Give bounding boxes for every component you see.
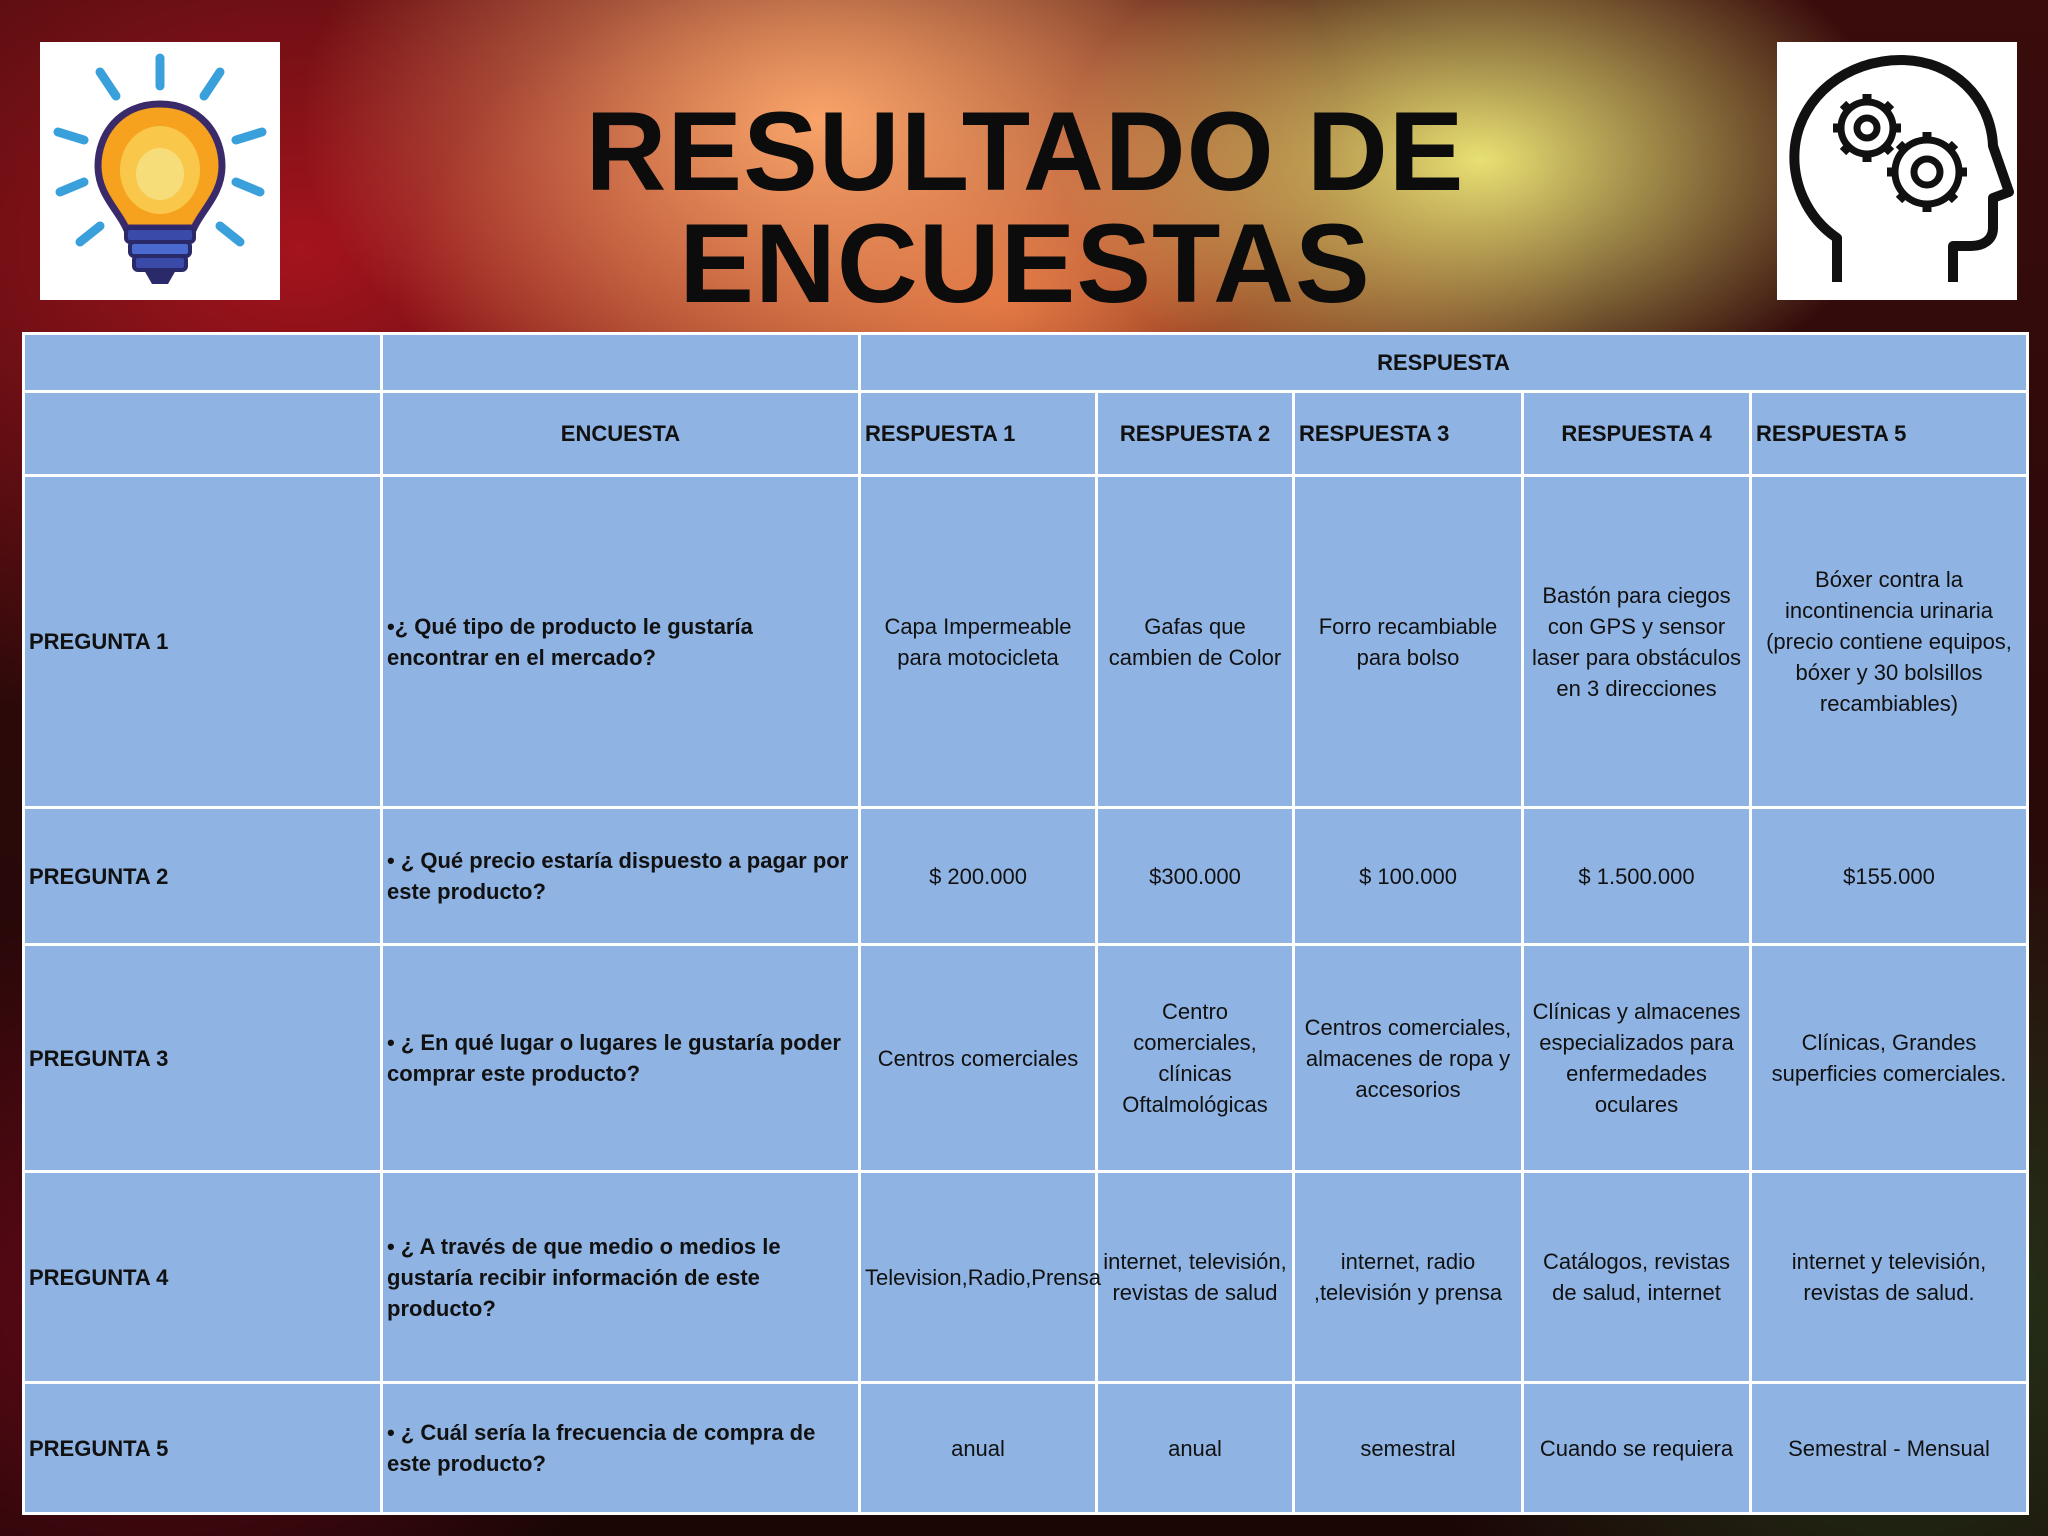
answer-cell: Bastón para ciegos con GPS y sensor laser para obstáculos en 3 direcciones (1523, 476, 1751, 808)
answer-cell: Catálogos, revistas de salud, internet (1523, 1172, 1751, 1383)
question-text: •¿ Qué tipo de producto le gustaría encontrar en el mercado? (382, 476, 860, 808)
answer-cell: Bóxer contra la incontinencia urinaria (precio contiene equipos, bóxer y 30 bolsillos recambiables) (1751, 476, 2028, 808)
question-label: PREGUNTA 5 (24, 1383, 382, 1514)
answer-cell: semestral (1294, 1383, 1523, 1514)
answer-cell: internet, televisión, revistas de salud (1097, 1172, 1294, 1383)
empty-header-cell (24, 392, 382, 476)
answer-header-1: RESPUESTA 1 (860, 392, 1097, 476)
respuesta-group-header: RESPUESTA (860, 334, 2028, 392)
lightbulb-icon (40, 42, 280, 300)
answer-cell: Centros comerciales (860, 945, 1097, 1172)
answer-cell: Cuando se requiera (1523, 1383, 1751, 1514)
answer-cell: Centro comerciales, clínicas Oftalmológicas (1097, 945, 1294, 1172)
head-gears-logo (1777, 42, 2017, 300)
answer-cell: Capa Impermeable para motocicleta (860, 476, 1097, 808)
question-label: PREGUNTA 1 (24, 476, 382, 808)
table-row (24, 808, 2028, 945)
question-text: • ¿ A través de que medio o medios le gustaría recibir información de este producto? (382, 1172, 860, 1383)
answer-cell: anual (1097, 1383, 1294, 1514)
question-label: PREGUNTA 2 (24, 808, 382, 945)
table-group-header-row (24, 334, 2028, 392)
table-row (24, 1383, 2028, 1514)
lightbulb-logo (40, 42, 280, 300)
answer-cell: internet y televisión, revistas de salud. (1751, 1172, 2028, 1383)
question-text: • ¿ En qué lugar o lugares le gustaría poder comprar este producto? (382, 945, 860, 1172)
encuesta-header: ENCUESTA (382, 392, 860, 476)
answer-cell: anual (860, 1383, 1097, 1514)
table-row (24, 476, 2028, 808)
answer-cell: Centros comerciales, almacenes de ropa y accesorios (1294, 945, 1523, 1172)
answer-header-3: RESPUESTA 3 (1294, 392, 1523, 476)
answer-cell: $ 200.000 (860, 808, 1097, 945)
answer-header-5: RESPUESTA 5 (1751, 392, 2028, 476)
answer-header-2: RESPUESTA 2 (1097, 392, 1294, 476)
page-title: RESULTADO DE ENCUESTAS (585, 89, 1465, 326)
answer-cell: Television,Radio,Prensa (860, 1172, 1097, 1383)
answer-cell: Semestral - Mensual (1751, 1383, 2028, 1514)
table-row (24, 1172, 2028, 1383)
answer-cell: $ 1.500.000 (1523, 808, 1751, 945)
question-label: PREGUNTA 4 (24, 1172, 382, 1383)
question-label: PREGUNTA 3 (24, 945, 382, 1172)
answer-header-4: RESPUESTA 4 (1523, 392, 1751, 476)
survey-results-table (22, 332, 2029, 1515)
head-gears-icon (1777, 42, 2017, 300)
empty-header-cell (24, 334, 382, 392)
answer-cell: internet, radio ,televisión y prensa (1294, 1172, 1523, 1383)
question-text: • ¿ Qué precio estaría dispuesto a pagar por este producto? (382, 808, 860, 945)
table-row (24, 945, 2028, 1172)
answer-cell: $300.000 (1097, 808, 1294, 945)
empty-header-cell (382, 334, 860, 392)
answer-cell: $ 100.000 (1294, 808, 1523, 945)
answer-cell: Gafas que cambien de Color (1097, 476, 1294, 808)
table-header-row (24, 392, 2028, 476)
answer-cell: Clínicas, Grandes superficies comerciales. (1751, 945, 2028, 1172)
question-text: • ¿ Cuál sería la frecuencia de compra de este producto? (382, 1383, 860, 1514)
answer-cell: $155.000 (1751, 808, 2028, 945)
answer-cell: Clínicas y almacenes especializados para enfermedades oculares (1523, 945, 1751, 1172)
answer-cell: Forro recambiable para bolso (1294, 476, 1523, 808)
